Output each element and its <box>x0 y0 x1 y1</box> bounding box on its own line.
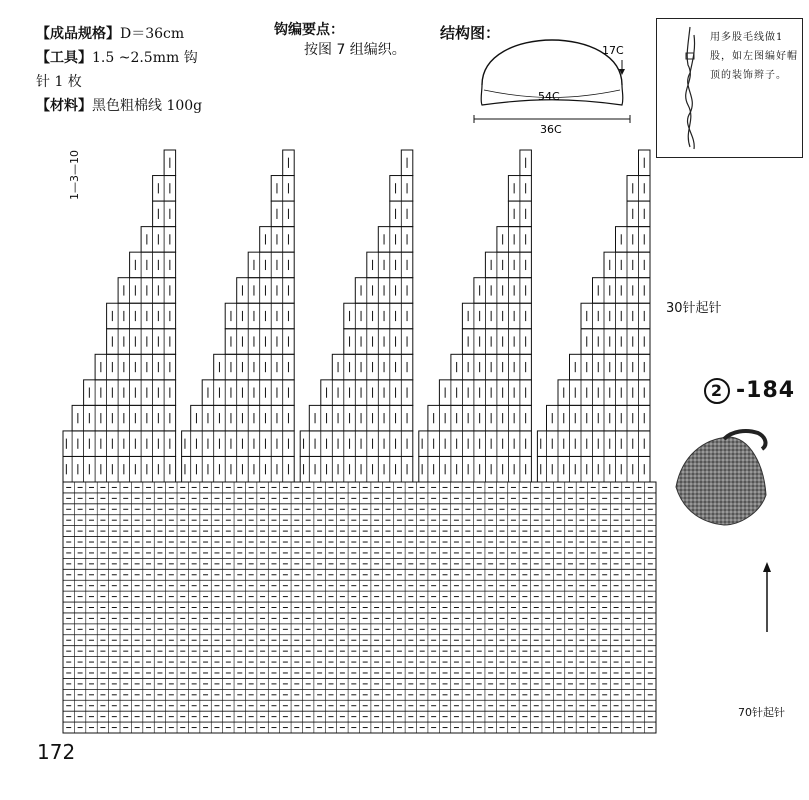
top-stitch-label: 30针起针 <box>666 301 722 316</box>
bottom-stitch-label: 70针起针 <box>738 706 785 719</box>
spec-tools-cont: 针 1 枚 <box>36 74 82 90</box>
hat-body <box>676 437 766 525</box>
top-size-label: 17C <box>602 44 624 57</box>
tools-label: 【工具】 <box>36 50 92 66</box>
pattern-code <box>704 378 795 404</box>
note-text: 用多股毛线做1股，如左图编好帽顶的装饰辫子。 <box>710 32 798 81</box>
size-label: 【成品规格】 <box>36 26 120 42</box>
crochet-points-title: 钩编要点： <box>274 22 344 38</box>
direction-arrow <box>760 562 774 634</box>
base-size-label: 36C <box>540 123 562 135</box>
structure-title: 结构图： <box>440 24 501 42</box>
mid-size-label: 54C <box>538 90 560 103</box>
pattern-code-number: -184 <box>736 378 796 403</box>
material-value: 黑色粗棉线 100g <box>92 98 203 114</box>
finished-hat-image <box>668 425 778 530</box>
material-label: 【材料】 <box>36 98 92 114</box>
row-repeat-label: 1—3—10 <box>68 150 81 200</box>
pattern-code-circle: 2 <box>704 378 730 404</box>
crochet-points-content: 按图 7 组编织。 <box>304 42 406 58</box>
tools-value: 1.5 ~2.5mm 钩 <box>92 50 198 66</box>
page-number: 172 <box>37 740 76 764</box>
size-value: D＝36cm <box>120 26 185 42</box>
